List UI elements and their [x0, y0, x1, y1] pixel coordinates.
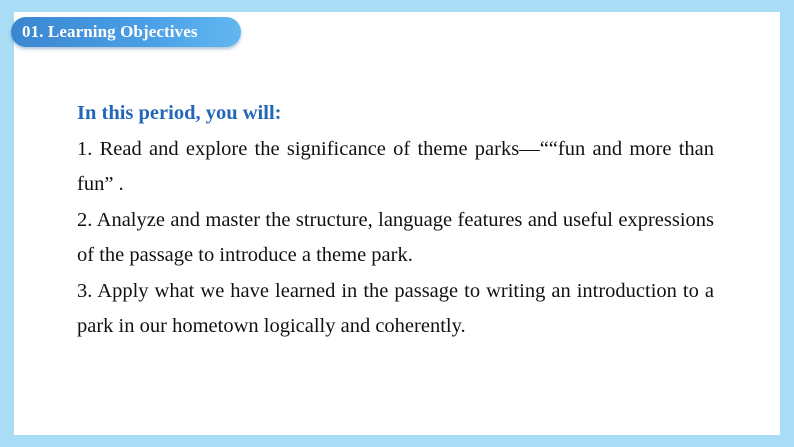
objective-item-3: 3. Apply what we have learned in the passage to writing an introduction to a park in our hometown logically and coherently. [77, 279, 714, 337]
section-title-tab [11, 17, 241, 47]
objective-item-1: 1. Read and explore the significance of theme parks—““fun and more than fun” . [77, 137, 714, 195]
intro-heading: In this period, you will: [77, 102, 282, 124]
objective-item-2: 2. Analyze and master the structure, language features and useful expressions of the passage to introduce a theme park. [77, 208, 714, 266]
section-title: 01. Learning Objectives [22, 22, 198, 41]
objectives-text-block [77, 96, 714, 345]
